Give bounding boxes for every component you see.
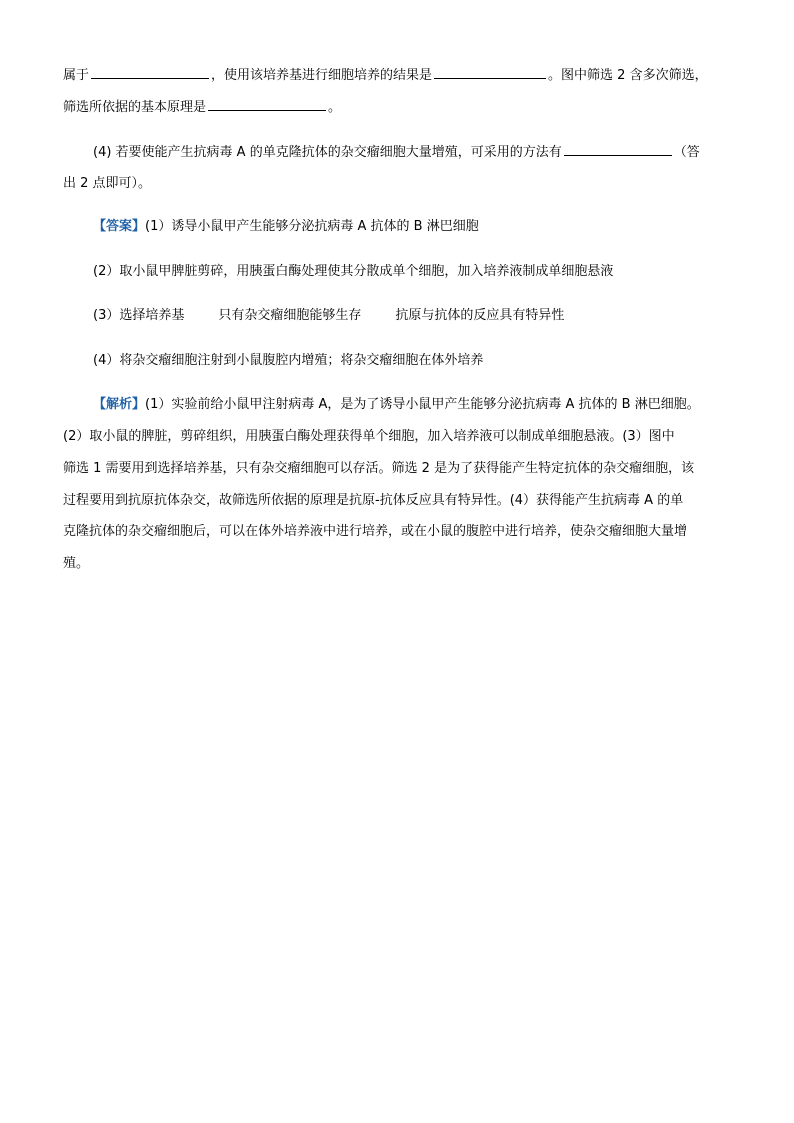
question-text: 属于 xyxy=(63,68,90,83)
analysis-text: 殖。 xyxy=(63,556,90,571)
answer-text: 抗原与抗体的反应具有特异性 xyxy=(395,308,565,323)
question-text: 。 xyxy=(328,100,342,115)
analysis-text: 克隆抗体的杂交瘤细胞后，可以在体外培养液中进行培养，或在小鼠的腹腔中进行培养，使杂交瘤细胞大量增 xyxy=(63,524,688,539)
analysis-line-5 xyxy=(63,523,687,541)
question-text: （答 xyxy=(673,145,700,160)
answer-line-2 xyxy=(93,263,613,281)
answer-blank xyxy=(91,66,209,79)
analysis-line-3 xyxy=(63,460,694,478)
question-4-line-2 xyxy=(63,175,151,193)
answer-text: (4）将杂交瘤细胞注射到小鼠腹腔内增殖；将杂交瘤细胞在体外培养 xyxy=(93,353,484,368)
question-4-line-1 xyxy=(93,143,700,162)
analysis-text: (2）取小鼠的脾脏，剪碎组织，用胰蛋白酶处理获得单个细胞，加入培养液可以制成单细胞悬液。(3）图中 xyxy=(63,429,675,444)
answer-blank xyxy=(564,143,672,156)
question-text: (4) 若要使能产生抗病毒 A 的单克隆抗体的杂交瘤细胞大量增殖，可采用的方法有 xyxy=(93,145,562,160)
answer-blank xyxy=(208,98,326,111)
answer-text: (2）取小鼠甲脾脏剪碎，用胰蛋白酶处理使其分散成单个细胞，加入培养液制成单细胞悬液 xyxy=(93,264,614,279)
question-text: 筛选所依据的基本原理是 xyxy=(63,100,207,115)
analysis-line-2 xyxy=(63,428,675,446)
question-text: ，使用该培养基进行细胞培养的结果是 xyxy=(211,68,433,83)
answer-text: (1）诱导小鼠甲产生能够分泌抗病毒 A 抗体的 B 淋巴细胞 xyxy=(145,219,479,234)
answer-line-1 xyxy=(93,218,479,236)
analysis-text: 筛选 1 需要用到选择培养基，只有杂交瘤细胞可以存活。筛选 2 是为了获得能产生特定抗体的杂交瘤细胞，该 xyxy=(63,461,695,476)
answer-tag: 【答案】 xyxy=(93,219,146,234)
analysis-tag: 【解析】 xyxy=(93,397,146,412)
question-text: 出 2 点即可）。 xyxy=(63,176,152,191)
analysis-line-6 xyxy=(63,555,89,573)
analysis-text: 过程要用到抗原抗体杂交，故筛选所依据的原理是抗原-抗体反应具有特异性。(4）获得能产生抗病毒 A 的单 xyxy=(63,493,684,508)
question-line-2 xyxy=(63,98,341,117)
analysis-line-4 xyxy=(63,492,683,510)
answer-blank xyxy=(434,66,546,79)
question-text: 。图中筛选 2 含多次筛选， xyxy=(548,68,708,83)
question-line-1 xyxy=(63,66,708,85)
answer-line-3 xyxy=(93,307,564,325)
analysis-line-1 xyxy=(93,396,700,414)
analysis-text: (1）实验前给小鼠甲注射病毒 A，是为了诱导小鼠甲产生能够分泌抗病毒 A 抗体的 B 淋巴细胞。 xyxy=(145,397,700,412)
answer-line-4 xyxy=(93,352,483,370)
answer-text: (3）选择培养基 xyxy=(93,308,185,323)
answer-text: 只有杂交瘤细胞能够生存 xyxy=(218,308,362,323)
